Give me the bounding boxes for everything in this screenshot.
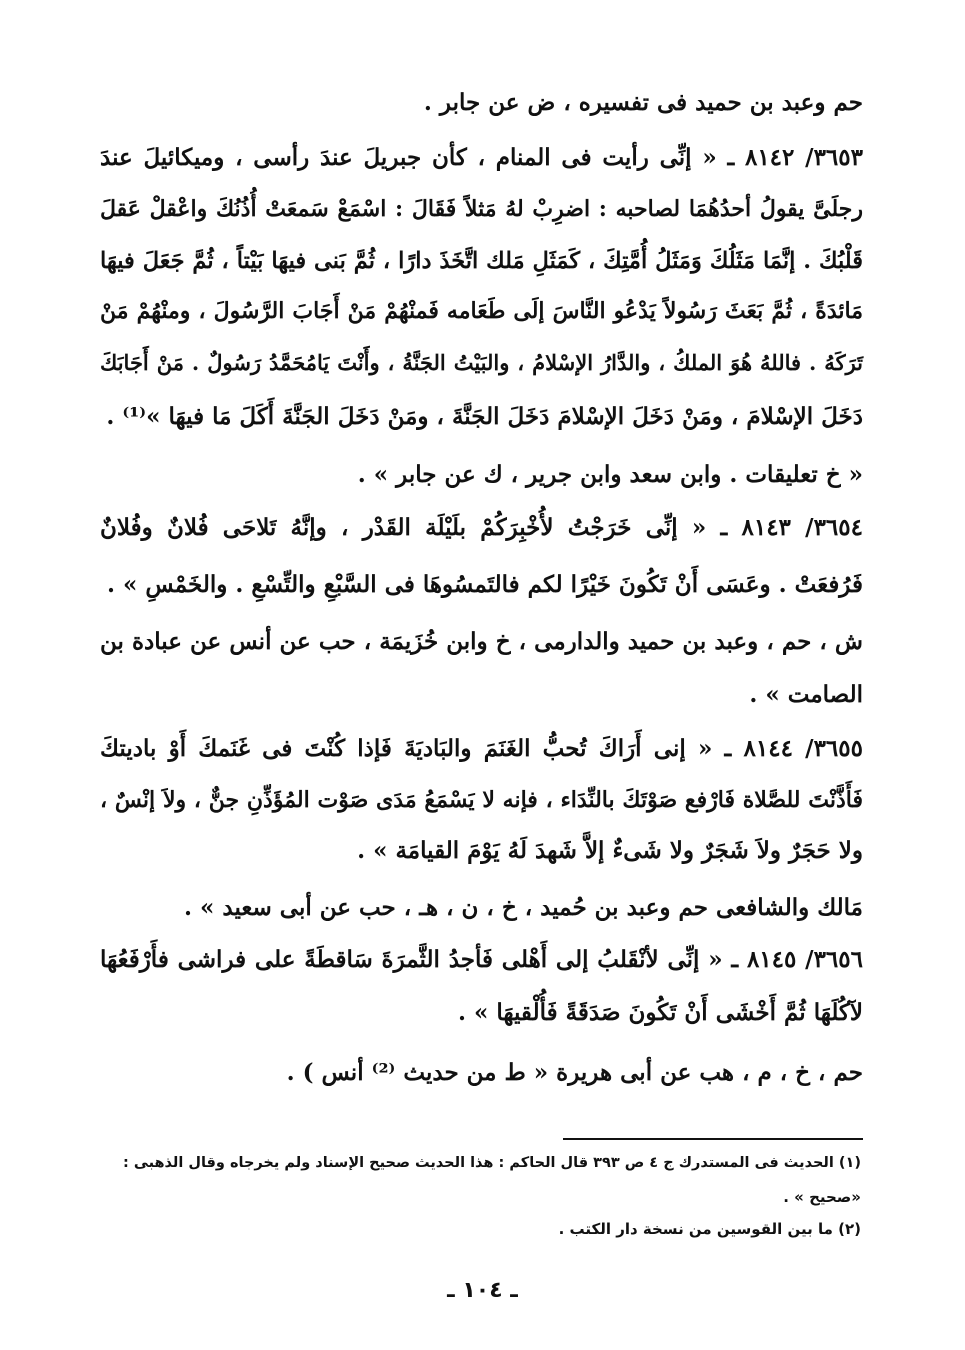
citation-3656: حم ، خ ، م ، هب عن أبى هريرة « ط من حديث ⁽²⁾ أنس ) . — [286, 1059, 863, 1086]
hadith-3655-line-2: فَأَذَّنْتَ للصَّلاة فَارْفع صَوْتَكَ بالنِّدَاء ، فإنه لا يَسْمَعُ مَدَى صَوْت المُؤَذِّنِ جنٌّ ، ولاَ إنْسٌ ، — [100, 787, 863, 813]
hadith-3655-line-3: ولا حَجَرٌ ولاَ شَجَرٌ ولا شَىءٌ إلاَّ شَهدَ لَهُ يَوْمَ القيامَة » . — [357, 837, 863, 864]
hadith-3653-line-5: تَرَكَهُ . فاللهُ هُوَ الملكُ ، والدَّارُ الإسْلامُ ، والبَيْتُ الجَنَّةُ ، وأَنْتَ يَامُحَمَّدُ رَسُولٌ . مَنْ أَجَابَكَ — [100, 350, 863, 375]
citation-3654-line-1: ش ، حم ، وعبد بن حميد والدارمى ، خ وابن خُزَيمَة ، حب عن أنس عن عبادة بن — [100, 628, 863, 655]
hadith-3654-line-2: فَرُفعَتْ . وعَسَى أَنْ تَكُونَ خَيْرًا لكم فالتَمسُوهَا فى السَّبْعِ والتِّسْعِ . والخَمْسِ » . — [106, 571, 863, 598]
page-number: ـ ١٠٤ ـ — [447, 1278, 518, 1303]
footnote-1-line-2: «صحيح » . — [783, 1188, 861, 1206]
citation-3653: « خ تعليقات . وابن سعد وابن جرير ، ك عن جابر » . — [357, 461, 863, 488]
hadith-3653-line-6: دَخَلَ الإسْلامَ ، ومَنْ دَخَلَ الإسْلامَ دَخَلَ الجَنَّةَ ، ومَنْ دَخَلَ الجَنَّةَ أَكَلَ مَا فيهَا »⁽¹⁾ . — [106, 403, 863, 430]
footnote-separator — [563, 1138, 863, 1140]
hadith-3653-line-1: ٣٦٥٣/ ٨١٤٢ ـ « إنِّى رأيت فى المنام ، كأن جبريلَ عندَ رأسى ، وميكائيلَ عندَ — [100, 144, 863, 171]
hadith-3655-line-1: ٣٦٥٥/ ٨١٤٤ ـ « إنى أَرَاكَ تُحبُّ الغَنَمَ والبَاديَةَ فَإذا كُنْتَ فى غَنَمكَ أَوْ باديتكَ — [100, 735, 863, 762]
hadith-3653-line-4: مَائدَةً ، ثُمَّ بَعَثَ رَسُولاً يَدْعُو النَّاسَ إلَى طَعَامه فَمنْهُمْ مَنْ أَجَابَ الرَّسُولَ ، ومنْهُمْ مَنْ — [100, 298, 863, 324]
footnote-1-line-1: (١) الحديث فى المستدرك ج ٤ ص ٣٩٣ قال الحاكم : هذا الحديث صحيح الإسناد ولم يخرجاه وقال الذهبى : — [123, 1155, 861, 1171]
hadith-3656-line-1: ٣٦٥٦/ ٨١٤٥ ـ « إنِّى لأنْقَلبُ إلى أَهْلى فَأجدُ الثَّمرَةَ سَاقطَةً على فراشى فأَرْفَعُهَا — [100, 946, 863, 973]
hadith-3654-line-1: ٣٦٥٤/ ٨١٤٣ ـ « إنِّى خَرَجْتُ لأُخْبِرَكُمْ بلَيْلَة القَدْر ، وإنَّهُ تَلاحَى فُلانٌ وفُلانٌ — [100, 514, 863, 541]
citation-3654-line-2: الصامت » . — [749, 681, 863, 708]
hadith-3656-line-2: لآكُلَهَا ثُمَّ أَخْشَى أَنْ تَكُونَ صَدَقَةً فَأُلْقيهَا » . — [457, 999, 863, 1026]
text-line-1: حم وعبد بن حميد فى تفسيره ، ض عن جابر . — [423, 89, 863, 116]
citation-3655: مَالك والشافعى حم وعبد بن حُميد ، خ ، ن ، هـ ، حب عن أبى سعيد » . — [183, 894, 863, 921]
hadith-3653-line-2: رجلَىَّ يقولُ أحدُهُمَا لصاحبه : اضرِبْ لهُ مَثلاً فَقَالَ : اسْمَعْ سَمعَتْ أُذُنُكَ واعْقلْ عَقلَ — [100, 196, 863, 222]
hadith-3653-line-3: قَلْبُكَ . إنَّمَا مَثَلُكَ وَمَثَلُ أُمَّتِكَ ، كَمَثَلِ مَلك اتَّخَذَ دارًا ، ثُمَّ بَنى فيهَا بَيْتاً ، ثُمَّ جَعَلَ فيهَا — [100, 248, 863, 274]
footnote-2: (٢) ما بين القوسين من نسخة دار الكتب . — [558, 1220, 861, 1238]
